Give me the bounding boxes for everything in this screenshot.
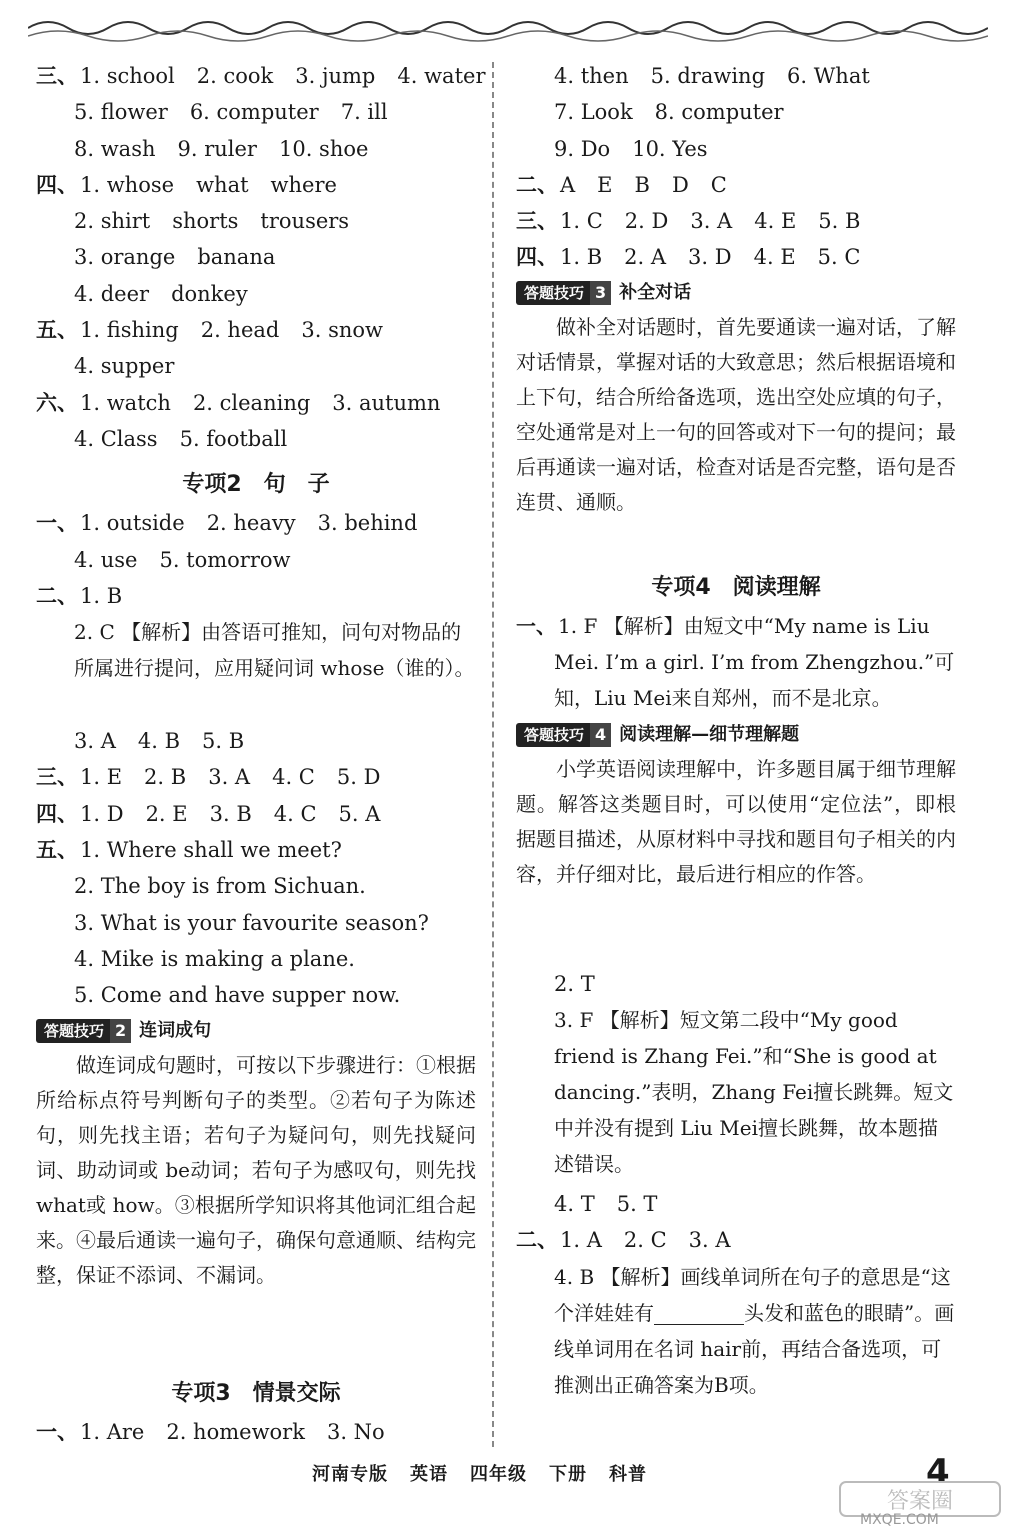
answer-text: 四、 xyxy=(36,172,78,197)
answer-text: 5. Come and have supper now. xyxy=(74,983,401,1008)
answer-text: where xyxy=(270,172,337,197)
answer-text: 由短文中“My name is Liu Mei. I’m a girl. I’m from Zhengzhou.”可知，Liu Mei来自郑州，而不是北京。 xyxy=(554,613,955,710)
answer-text: 3. orange xyxy=(74,245,176,270)
answer-row xyxy=(36,542,476,578)
answer-text: 画线单词所在句子的意思是“这个洋娃娃有 xyxy=(554,1264,951,1325)
answer-text: 一、 xyxy=(36,511,78,536)
answer-row xyxy=(36,759,476,795)
answer-text: 【解析】 xyxy=(599,1008,680,1033)
answer-row xyxy=(36,276,476,312)
answer-row xyxy=(36,1414,476,1450)
answer-text: 短文第二段中“My good friend is Zhang Fei.”和“She is good at dancing.”表明，Zhang Fei擅长跳舞。短文中并没有提到 Liu Mei擅长跳舞，故本题描述错误。 xyxy=(554,1008,954,1177)
answer-text: 1. B xyxy=(80,583,123,608)
answer-text: 4. C xyxy=(272,765,315,790)
answer-row xyxy=(516,94,956,130)
answer-text: 三、 xyxy=(36,765,78,790)
answer-text: 4. Class xyxy=(74,426,158,451)
answer-text: 二、 xyxy=(516,1228,558,1253)
answer-text: 9. Do xyxy=(554,136,611,161)
answer-text: 二、 xyxy=(36,583,78,608)
answer-text: 3. B xyxy=(209,801,252,826)
answer-text: 3. D xyxy=(688,245,732,270)
answer-text: 4. B xyxy=(137,729,181,754)
answer-text: C xyxy=(710,172,727,197)
answer-text: 3. A xyxy=(688,1228,731,1253)
answer-row xyxy=(516,1222,956,1258)
answer-row xyxy=(36,385,476,421)
answer-text: 2. cook xyxy=(196,64,274,88)
tip-header xyxy=(516,276,956,310)
answer-text: 一、 xyxy=(36,1419,78,1444)
answer-text: 5. drawing xyxy=(650,64,766,88)
answer-text: 4. Mike is making a plane. xyxy=(74,946,355,971)
answer-text: 4. T xyxy=(554,1192,595,1217)
answer-text: 4. water xyxy=(397,64,486,88)
answer-text: 2. D xyxy=(624,209,669,234)
answer-text: 5. A xyxy=(338,801,381,826)
answer-row xyxy=(516,239,956,275)
answer-row xyxy=(36,348,476,384)
answer-row xyxy=(516,203,956,239)
answer-text: 2. head xyxy=(200,318,280,343)
answer-text: 4. supper xyxy=(74,354,175,379)
answer-text: 3. autumn xyxy=(332,390,441,415)
answer-text: 2. B xyxy=(144,765,187,790)
answer-text: 5. football xyxy=(179,426,288,451)
answer-text: 9. ruler xyxy=(177,136,257,161)
answer-text: 头发和蓝色的眼睛”。画线单词用在名词 hair前，再结合备选项，可推测出正确答案为B项。 xyxy=(554,1300,955,1397)
answer-text: 3. A xyxy=(690,209,733,234)
answer-text: 8. computer xyxy=(654,100,784,125)
answer-text: 4. deer xyxy=(74,281,150,306)
column-divider xyxy=(492,62,494,1447)
right-column xyxy=(516,58,956,1443)
answer-text: 1. watch xyxy=(80,390,171,415)
answer-row xyxy=(36,421,476,457)
answer-row xyxy=(36,868,476,904)
answer-text: 5. tomorrow xyxy=(159,547,291,572)
answer-text: 4. B xyxy=(554,1264,595,1289)
answer-row xyxy=(36,505,476,541)
answer-text: 8. wash xyxy=(74,136,156,161)
answer-text: trousers xyxy=(260,209,350,234)
answer-row xyxy=(36,977,476,1013)
answer-text: 由答语可推知，问句对物品的所属进行提问，应用疑问词 whose（谁的）。 xyxy=(74,620,475,681)
answer-text: 1. A xyxy=(560,1228,602,1253)
answer-text: 三、 xyxy=(36,64,78,88)
answer-text: 5. T xyxy=(616,1192,658,1217)
answer-text: 4 xyxy=(590,723,611,747)
answer-text: 2. A xyxy=(624,245,667,270)
footer: 河南专版 英语 四年级 下册 科普 xyxy=(312,1464,647,1485)
watermark-text: MXQE.COM xyxy=(860,1512,939,1528)
answer-text: 6. What xyxy=(787,64,870,88)
answer-text: 3. F xyxy=(554,1008,594,1033)
answer-row xyxy=(36,578,476,614)
answer-text: 2. E xyxy=(145,801,188,826)
answer-text: 2. T xyxy=(554,971,595,996)
answer-text: 2 xyxy=(110,1019,131,1043)
answer-text: 阅读理解—细节理解题 xyxy=(619,723,800,745)
answer-text: 1. whose xyxy=(80,172,175,197)
answer-text: 5. flower xyxy=(74,100,168,125)
fill-blank xyxy=(654,1304,744,1325)
answer-text: 答题技巧 xyxy=(36,1019,110,1043)
explanation xyxy=(516,608,956,718)
answer-row xyxy=(36,796,476,832)
answer-text: 答题技巧 xyxy=(516,723,590,747)
left-column xyxy=(36,58,486,1450)
answer-row xyxy=(36,239,476,275)
answer-text: banana xyxy=(197,245,276,270)
answer-row xyxy=(516,1186,956,1222)
answer-text: 3. What is your favourite season? xyxy=(74,910,429,935)
tip-header xyxy=(36,1014,476,1048)
answer-text: 3. behind xyxy=(317,511,418,536)
answer-text: 1. E xyxy=(80,765,123,790)
answer-row xyxy=(36,905,476,941)
answer-text: 二、 xyxy=(516,172,558,197)
answer-text: 3. A xyxy=(208,765,251,790)
answer-text: 3. jump xyxy=(295,64,376,88)
answer-text: 5. B xyxy=(818,209,861,234)
answer-text: 连词成句 xyxy=(139,1019,212,1041)
answer-text: 1. B xyxy=(560,245,603,270)
answer-text: 1. F xyxy=(558,613,598,638)
answer-text: 五、 xyxy=(36,838,78,863)
explanation xyxy=(516,1002,956,1186)
tip-text: 做补全对话题时，首先要通读一遍对话，了解对话情景，掌握对话的大致意思；然后根据语境和上下句，结合所给备选项，选出空处应填的句子，空处通常是对上一句的回答或对下一句的提问；最后再通读一遍对话，检查对话是否完整，语句是否连贯、通顺。 xyxy=(516,314,956,514)
answer-text: 六、 xyxy=(36,390,78,415)
answer-text: 2. homework xyxy=(166,1419,305,1444)
answer-text: 三、 xyxy=(516,209,558,234)
answer-text: 3. snow xyxy=(301,318,383,343)
answer-text: 1. C xyxy=(560,209,603,234)
answer-text: what xyxy=(196,172,249,197)
answer-text: 10. Yes xyxy=(632,136,708,161)
answer-text: 【解析】 xyxy=(603,613,684,638)
section-heading-4: 专项4 阅读理解 xyxy=(651,574,821,600)
tip-text: 小学英语阅读理解中，许多题目属于细节理解题。解答这类题目时，可以使用“定位法”，即根据题目描述，从原材料中寻找和题目句子相关的内容，并仔细对比，最后进行相应的作答。 xyxy=(516,756,956,886)
section-heading-2: 专项2 句 子 xyxy=(182,472,330,498)
answer-text: 四、 xyxy=(516,245,558,270)
answer-text: 四、 xyxy=(36,801,78,826)
answer-text: 1. D xyxy=(80,801,124,826)
svg-text:答案圈: 答案圈 xyxy=(886,1489,954,1514)
section-heading-3: 专项3 情景交际 xyxy=(171,1380,341,1406)
tip-text: 做连词成句题时，可按以下步骤进行：①根据所给标点符号判断句子的类型。②若句子为陈述句，则先找主语；若句子为疑问句，则先找疑问词、助动词或 be动词；若句子为感叹句，则先找 what或 how。③根据所学知识将其他词汇组合起来。④最后通读一遍句子，确保句意通顺、结构完整，保证不添词、不漏词。 xyxy=(36,1052,476,1287)
answer-row xyxy=(36,941,476,977)
answer-row xyxy=(36,723,476,759)
answer-text: 一、 xyxy=(516,613,556,638)
page-number: 4 xyxy=(926,1452,950,1492)
answer-text: E xyxy=(597,172,613,197)
answer-text: 【解析】 xyxy=(600,1264,681,1289)
answer-text: donkey xyxy=(171,281,248,306)
answer-text: 【解析】 xyxy=(121,620,202,645)
answer-text: A xyxy=(560,172,576,197)
answer-text: 4. E xyxy=(753,245,796,270)
answer-text: 1. outside xyxy=(80,511,185,536)
answer-row xyxy=(516,167,956,203)
decorative-top-border xyxy=(28,6,988,46)
answer-row xyxy=(36,832,476,868)
explanation xyxy=(516,1259,956,1443)
answer-text: 5. D xyxy=(336,765,381,790)
answer-text: 4. C xyxy=(273,801,317,826)
answer-row xyxy=(36,94,476,130)
answer-text: 4. E xyxy=(754,209,797,234)
answer-text: 1. Where shall we meet? xyxy=(80,838,342,863)
answer-row xyxy=(36,312,476,348)
answer-text: 7. Look xyxy=(554,100,633,125)
answer-text: D xyxy=(671,172,689,197)
answer-text: 答题技巧 xyxy=(516,281,590,305)
answer-row xyxy=(36,131,476,167)
answer-text: 5. B xyxy=(202,729,245,754)
answer-row xyxy=(516,131,956,167)
answer-text: 5. C xyxy=(817,245,861,270)
answer-text: 4. then xyxy=(554,64,629,88)
answer-text: 1. school xyxy=(80,64,175,88)
answer-text: 4. use xyxy=(74,547,138,572)
answer-text: 2. heavy xyxy=(206,511,296,536)
answer-row xyxy=(36,203,476,239)
answer-text: 五、 xyxy=(36,318,78,343)
answer-text: 1. Are xyxy=(80,1419,145,1444)
answer-text: 2. cleaning xyxy=(192,390,311,415)
answer-text: 2. C xyxy=(623,1228,667,1253)
answer-text: 3. A xyxy=(74,729,116,754)
answer-text: 6. computer xyxy=(189,100,319,125)
answer-row xyxy=(516,966,956,1002)
answer-text: 10. shoe xyxy=(278,136,369,161)
answer-text: 2. The boy is from Sichuan. xyxy=(74,874,366,899)
answer-text: shorts xyxy=(172,209,239,234)
explanation xyxy=(36,614,476,723)
answer-text: 1. fishing xyxy=(80,318,179,343)
answer-text: 2. C xyxy=(74,620,115,645)
answer-text: 3. No xyxy=(326,1419,385,1444)
answer-text: 2. shirt xyxy=(74,209,151,234)
answer-row xyxy=(516,58,956,94)
answer-text: 7. ill xyxy=(340,100,388,125)
answer-text: 补全对话 xyxy=(619,281,692,303)
answer-text: 3 xyxy=(590,281,611,305)
answer-row xyxy=(36,167,476,203)
answer-row xyxy=(36,58,486,94)
tip-header xyxy=(516,718,956,752)
answer-text: B xyxy=(634,172,650,197)
